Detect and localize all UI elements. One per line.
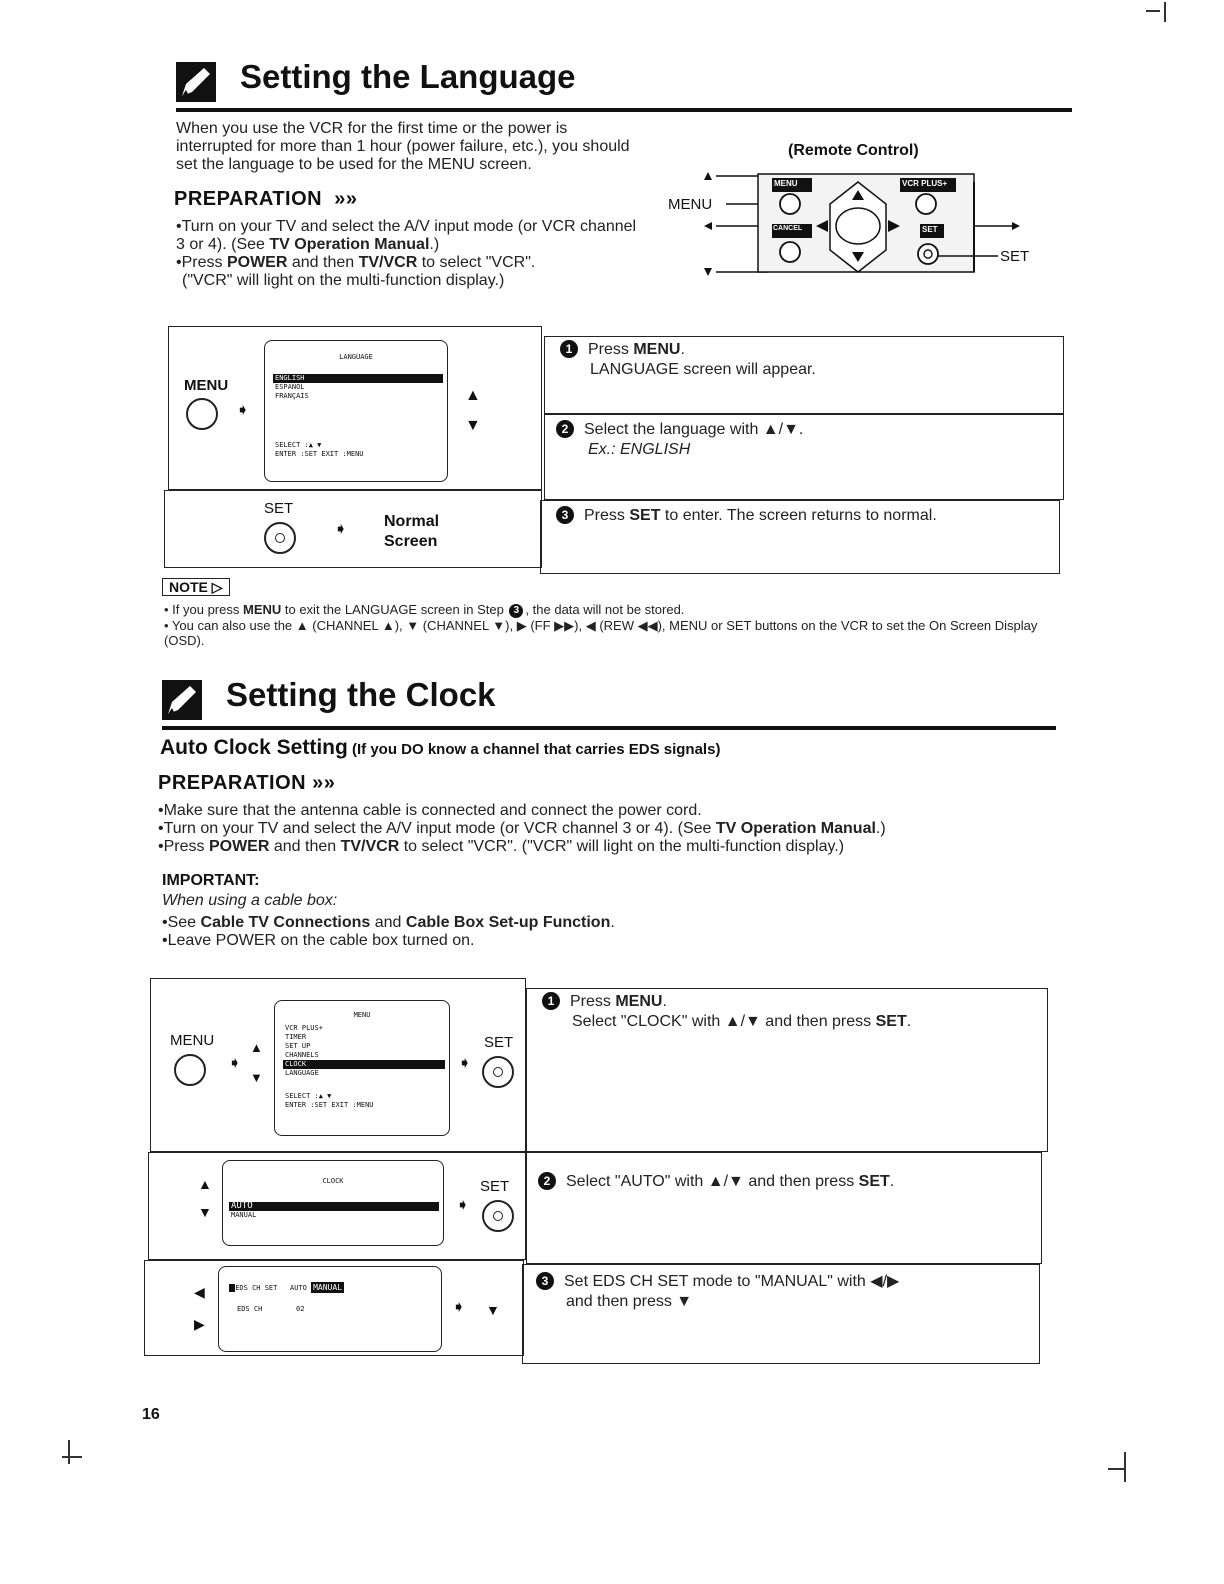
clock-step-3: 3 Set EDS CH SET mode to "MANUAL" with ◀/▶ and then press ▼ — [536, 1272, 1032, 1312]
step-number: 2 — [556, 420, 574, 438]
important-item: •Leave POWER on the cable box turned on. — [162, 932, 475, 949]
diagram-menu-label: MENU — [184, 377, 229, 394]
osd-footer: ENTER :SET EXIT :MENU — [285, 1101, 374, 1109]
language-intro: When you use the VCR for the first time or the power is interrupted for more than 1 hour (power failure, etc.), you should set the language to be used for the MENU screen. — [176, 120, 630, 173]
prep-item: •Turn on your TV and select the A/V input mode (or VCR channel 3 or 4). (See TV Operation Manual.) — [158, 820, 886, 837]
arrow-down-icon: ▼ — [250, 1070, 263, 1085]
prep-label: PREPARATION — [174, 188, 323, 210]
arrow-right-icon: ➧ — [452, 1299, 466, 1316]
eds-osd-screen — [218, 1266, 442, 1352]
important-item: •See Cable TV Connections and Cable Box Set-up Function. — [162, 914, 615, 931]
osd-item-selected: AUTO — [229, 1202, 439, 1211]
osd-item: FRANÇAIS — [275, 392, 309, 400]
important-label: IMPORTANT: — [162, 872, 260, 889]
pencil-icon — [162, 680, 202, 720]
menu-osd-screen — [274, 1000, 450, 1136]
step-number: 2 — [538, 1172, 556, 1190]
prep-item: ("VCR" will light on the multi-function display.) — [182, 272, 505, 289]
note-item: • If you press MENU to exit the LANGUAGE screen in Step 3 , the data will not be stored. — [164, 602, 685, 617]
osd-footer: ENTER :SET EXIT :MENU — [275, 450, 364, 458]
osd-item-selected: CLOCK — [283, 1060, 445, 1069]
clock-prep-heading: PREPARATION »» — [158, 772, 336, 794]
set-button-icon — [264, 522, 296, 554]
arrow-up-icon: ▲ — [198, 1176, 212, 1192]
arrow-left-icon: ◀ — [194, 1284, 205, 1300]
arrow-right-icon: ➧ — [456, 1197, 470, 1214]
prep-item: •Press POWER and then TV/VCR to select "VCR". ("VCR" will light on the multi-function display.) — [158, 838, 845, 855]
osd-item: LANGUAGE — [285, 1069, 319, 1077]
remote-title: (Remote Control) — [788, 142, 919, 159]
normal-screen-label: Normal Screen — [384, 513, 440, 550]
important-italic: When using a cable box: — [162, 892, 338, 909]
diagram-set-label: SET — [484, 1034, 514, 1051]
osd-item: VCR PLUS+ — [285, 1024, 323, 1032]
clock-title: Setting the Clock — [226, 676, 496, 713]
important-list — [162, 914, 862, 950]
arrow-up-icon: ▲ — [465, 387, 481, 404]
title-rule — [162, 726, 1056, 730]
crop-mark — [1164, 2, 1166, 22]
step-number: 1 — [560, 340, 578, 358]
language-osd-screen — [264, 340, 448, 482]
arrow-right-icon: ➧ — [236, 402, 250, 419]
prep-item: •Press POWER and then TV/VCR to select "VCR". — [176, 254, 536, 271]
menu-button-icon — [174, 1054, 206, 1086]
language-prep-list — [176, 218, 646, 290]
crop-mark — [62, 1456, 82, 1458]
language-step-1: 1 Press MENU. LANGUAGE screen will appear. — [560, 340, 1050, 380]
page-number: 16 — [142, 1406, 160, 1423]
language-prep-heading — [174, 188, 357, 211]
osd-row: EDS CH 02 — [237, 1305, 305, 1313]
language-title: Setting the Language — [240, 58, 576, 95]
remote-set-label: SET — [1000, 248, 1030, 265]
pencil-icon — [176, 62, 216, 102]
step-number: 3 — [556, 506, 574, 524]
osd-title: MENU — [353, 1011, 371, 1019]
osd-footer: SELECT :▲ ▼ — [275, 441, 322, 449]
prep-item: •Make sure that the antenna cable is connected and connect the power cord. — [158, 802, 702, 819]
arrow-down-icon: ▼ — [198, 1204, 212, 1220]
osd-item: MANUAL — [231, 1211, 257, 1219]
clock-osd-screen — [222, 1160, 444, 1246]
osd-title: LANGUAGE — [339, 353, 373, 361]
step-number: 3 — [536, 1272, 554, 1290]
remote-key-cancel: CANCEL — [773, 225, 803, 232]
osd-item: SET UP — [285, 1042, 311, 1050]
osd-row: EDS CH SET AUTO MANUAL — [229, 1283, 441, 1293]
set-button-icon — [482, 1056, 514, 1088]
diagram-menu-label: MENU — [170, 1032, 215, 1049]
note-badge: NOTE ▷ — [162, 578, 230, 596]
osd-item: CHANNELS — [285, 1051, 319, 1059]
crop-mark — [1124, 1452, 1126, 1482]
arrow-right-icon: ➧ — [228, 1055, 242, 1072]
step-number: 1 — [542, 992, 560, 1010]
menu-button-icon — [186, 398, 218, 430]
osd-item-selected: ENGLISH — [273, 374, 443, 383]
osd-title: CLOCK — [322, 1177, 344, 1185]
remote-menu-label: MENU — [668, 196, 713, 213]
language-step-2: 2 Select the language with ▲/▼. Ex.: ENGLISH — [556, 420, 1046, 460]
language-diagram-cell-2 — [164, 490, 542, 568]
clock-prep-list — [158, 802, 1038, 856]
prep-item: •Turn on your TV and select the A/V input mode (or VCR channel 3 or 4). (See TV Operation Manual.) — [176, 218, 637, 253]
chevrons-icon: »» — [328, 188, 358, 210]
remote-key-vcrplus: VCR PLUS+ — [902, 179, 948, 188]
arrow-right-icon: ➧ — [334, 521, 348, 538]
clock-step-2: 2 Select "AUTO" with ▲/▼ and then press SET. — [538, 1172, 1034, 1192]
crop-mark — [1146, 10, 1160, 12]
remote-control-illustration — [668, 164, 1048, 284]
remote-key-set: SET — [922, 225, 938, 234]
arrow-right-icon: ▶ — [194, 1316, 205, 1332]
arrow-up-icon: ▲ — [250, 1040, 263, 1055]
clock-subtitle: Auto Clock Setting (If you DO know a channel that carries EDS signals) — [160, 736, 721, 759]
osd-item: TIMER — [285, 1033, 307, 1041]
arrow-down-icon: ▼ — [465, 417, 481, 434]
diagram-set-label: SET — [264, 500, 294, 517]
remote-key-menu: MENU — [774, 179, 798, 188]
set-button-icon — [482, 1200, 514, 1232]
language-step-3: 3 Press SET to enter. The screen returns to normal. — [556, 506, 1052, 526]
arrow-right-icon: ➧ — [458, 1055, 472, 1072]
chevrons-icon: »» — [306, 772, 336, 794]
note-item: • You can also use the ▲ (CHANNEL ▲), ▼ (CHANNEL ▼), ▶ (FF ▶▶), ◀ (REW ◀◀), MENU or SET buttons on the VCR to set the On Screen Display (OSD). — [164, 618, 1038, 648]
title-rule — [176, 108, 1072, 112]
note-list — [164, 602, 1064, 648]
diagram-set-label: SET — [480, 1178, 510, 1195]
clock-step-1: 1 Press MENU. Select "CLOCK" with ▲/▼ and then press SET. — [542, 992, 1038, 1032]
crop-mark — [68, 1440, 70, 1464]
arrow-down-icon: ▼ — [486, 1302, 500, 1318]
clock-step-cell-2 — [526, 1152, 1042, 1264]
osd-item: ESPAÑOL — [275, 383, 305, 391]
osd-footer: SELECT :▲ ▼ — [285, 1092, 332, 1100]
